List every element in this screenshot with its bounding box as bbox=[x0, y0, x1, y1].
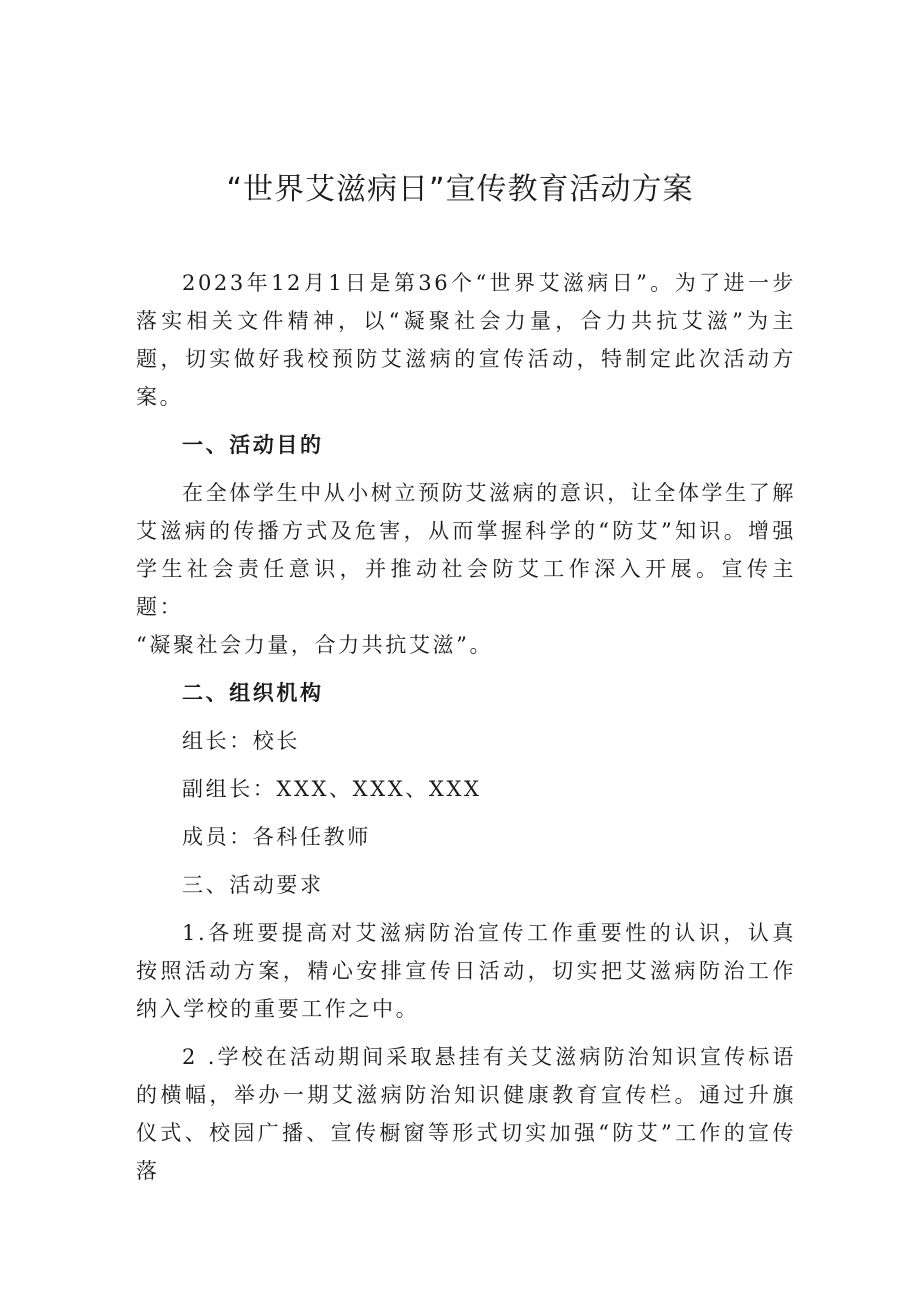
section-3-heading: 三、活动要求 bbox=[182, 873, 324, 897]
document-title: “世界艾滋病日”宣传教育活动方案 bbox=[226, 172, 694, 207]
section-1-theme: “凝聚社会力量，合力共抗艾滋”。 bbox=[136, 633, 494, 657]
org-leader: 组长：校长 bbox=[182, 729, 300, 753]
section-1-heading: 一、活动目的 bbox=[182, 433, 324, 457]
requirement-2: 2 .学校在活动期间采取悬挂有关艾滋病防治知识宣传标语的横幅，举办一期艾滋病防治知识健康教育宣传栏。通过升旗仪式、校园广播、宣传橱窗等形式切实加强“防艾”工作的宣传落 bbox=[136, 1045, 796, 1183]
org-members: 成员：各科任教师 bbox=[182, 825, 371, 849]
org-deputy: 副组长：XXX、XXX、XXX bbox=[182, 777, 482, 801]
document-body bbox=[136, 264, 796, 1200]
section-1-paragraph: 在全体学生中从小树立预防艾滋病的意识，让全体学生了解艾滋病的传播方式及危害，从而掌握科学的“防艾”知识。增强学生社会责任意识，并推动社会防艾工作深入开展。宣传主题： bbox=[136, 481, 796, 619]
intro-paragraph: 2023年12月1日是第36个“世界艾滋病日”。为了进一步落实相关文件精神，以“凝聚社会力量，合力共抗艾滋”为主题，切实做好我校预防艾滋病的宣传活动，特制定此次活动方案。 bbox=[136, 271, 796, 409]
requirement-1: 1.各班要提高对艾滋病防治宣传工作重要性的认识，认真按照活动方案，精心安排宣传日活动，切实把艾滋病防治工作纳入学校的重要工作之中。 bbox=[136, 921, 796, 1021]
section-2-heading: 二、组织机构 bbox=[182, 681, 324, 705]
